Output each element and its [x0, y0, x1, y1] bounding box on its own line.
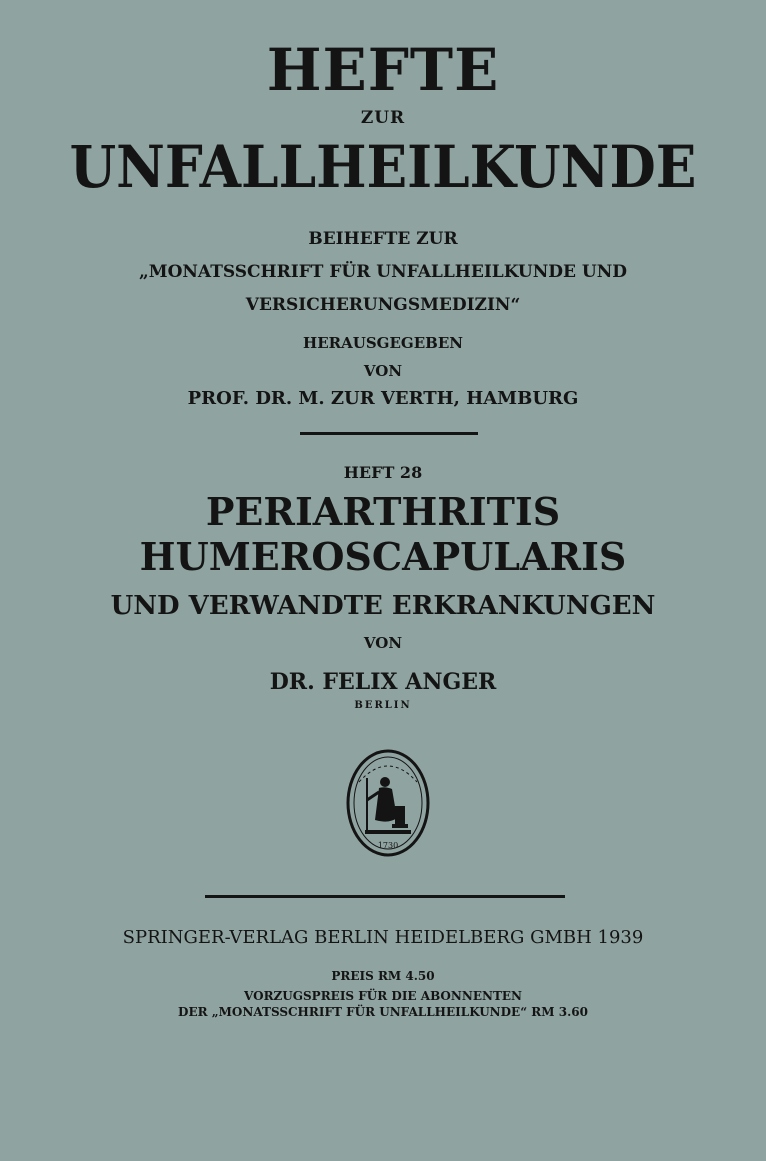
price-line: PREIS RM 4.50	[331, 969, 435, 983]
publisher-name: SPRINGER-VERLAG BERLIN HEIDELBERG GMBH 1939	[122, 927, 644, 948]
divider-rule-bottom	[205, 895, 565, 898]
subscriber-price-line-1: VORZUGSPREIS FÜR DIE ABONNENTEN	[244, 989, 522, 1003]
series-zur: ZUR	[360, 108, 406, 128]
author-name: DR. FELIX ANGER	[269, 669, 497, 695]
beiheft-line-3: VERSICHERUNGSMEDIZIN“	[245, 295, 521, 315]
beiheft-line-1: BEIHEFTE ZUR	[308, 229, 458, 249]
publisher-seal-icon	[345, 748, 431, 858]
book-title-line-1: PERIARTHRITIS	[205, 489, 561, 534]
beiheft-line-2: „MONATSSCHRIFT FÜR UNFALLHEILKUNDE UND	[138, 262, 627, 282]
heft-number: HEFT 28	[343, 463, 423, 482]
author-city: BERLIN	[354, 700, 412, 711]
book-title-line-2: HUMEROSCAPULARIS	[139, 534, 627, 579]
von-label-author: VON	[363, 634, 403, 652]
book-subtitle: UND VERWANDTE ERKRANKUNGEN	[110, 591, 656, 621]
divider-rule-top	[300, 432, 478, 435]
series-subject: UNFALLHEILKUNDE	[69, 133, 697, 201]
von-label-editor: VON	[363, 362, 403, 380]
subscriber-price-line-2: DER „MONATSSCHRIFT FÜR UNFALLHEILKUNDE“ RM 3.60	[178, 1005, 588, 1019]
editor-name: PROF. DR. M. ZUR VERTH, HAMBURG	[187, 388, 579, 409]
seal-year: 1730	[377, 841, 399, 850]
herausgegeben-label: HERAUSGEGEBEN	[303, 334, 463, 352]
series-title: HEFTE	[266, 36, 500, 104]
